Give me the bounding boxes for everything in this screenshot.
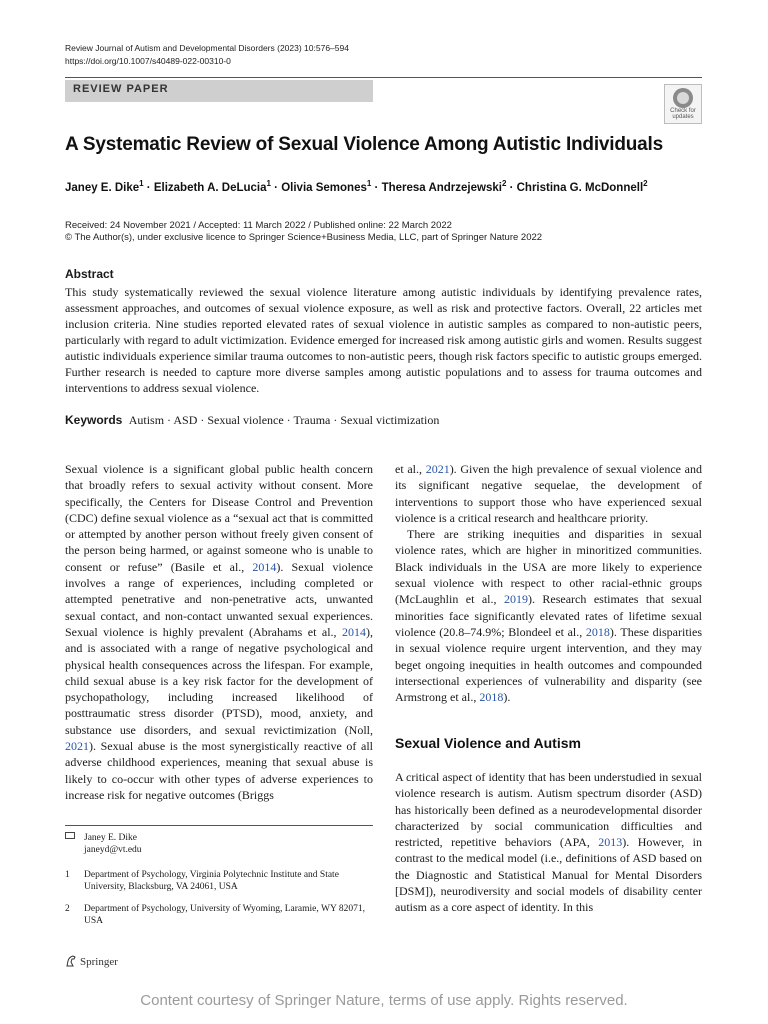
body-paragraph	[65, 461, 373, 803]
publisher-name: Springer	[80, 956, 118, 968]
footnote-rule	[65, 825, 373, 826]
body-text: ). Sexual abuse is the most synergistically reactive of all adverse childhood experiences, meaning that sexual abuse is likely to co-occur with other types of adverse experiences to increase risk for negative outcomes (Briggs	[65, 739, 373, 802]
author-affiliation-mark: 2	[501, 179, 507, 188]
keywords-label: Keywords	[65, 413, 123, 427]
affiliation-text: Department of Psychology, University of Wyoming, Laramie, WY 82071, USA	[84, 904, 365, 926]
citation-link[interactable]: 2018	[479, 690, 504, 705]
citation-link[interactable]: 2018	[585, 624, 610, 639]
check-updates-icon	[673, 88, 693, 108]
corresponding-author-email[interactable]: janeyd@vt.edu	[84, 845, 142, 855]
body-paragraph	[395, 526, 702, 705]
body-text: ). Sexual violence involves a range of experiences, including completed or attempted penetrative and non-penetrative acts, unwanted sexual contact, and non-contact unwanted sexual experiences. Sexual violence is highly prevalent (Abrahams et al.,	[65, 559, 373, 639]
footnote-mark: 2	[65, 904, 70, 914]
corresponding-author-footnote	[65, 832, 373, 856]
journal-citation: Review Journal of Autism and Developmental Disorders (2023) 10:576–594	[65, 43, 349, 53]
abstract-text: This study systematically reviewed the sexual violence literature among autistic individuals by identifying prevalence rates, assessment approaches, and outcomes of sexual violence exposure, as well as risk and protective factors. Overall, 22 articles met inclusion criteria. Nine studies reported elevated rates of sexual violence in autistic samples as compared to non-autistic peers, particularly with regard to adult victimization. Evidence emerged for increased risk among autistic girls and women. Results suggest autistic individuals experience similar trauma outcomes to non-autistic peers, though risk factors specific to autistic groups emerged. Further research is needed to capture more diverse samples among autistic populations and to assess for trauma outcomes and interventions to address sexual violence.	[65, 285, 702, 395]
author-affiliation-mark: 1	[266, 179, 271, 188]
footnote-mark: 1	[65, 870, 70, 880]
body-column-right-lower	[395, 769, 702, 916]
affiliation-footnote-1	[65, 869, 373, 893]
copyright-notice: © The Author(s), under exclusive licence to Springer Science+Business Media, LLC, part of Springer Nature 2022	[65, 232, 543, 243]
body-text: ). These disparities in sexual violence require urgent intervention, and they may beget ongoing inequities in health outcomes and compounded intersectional experiences of vulnerability and disparity (see Armstrong et al.,	[395, 624, 702, 705]
envelope-icon	[65, 832, 75, 839]
springer-horse-icon	[65, 955, 77, 967]
abstract-heading: Abstract	[65, 267, 114, 281]
keywords-list: Autism · ASD · Sexual violence · Trauma · Sexual victimization	[128, 413, 440, 427]
author-name[interactable]: Olivia Semones	[281, 181, 367, 194]
body-column-right	[395, 461, 702, 705]
header-rule	[65, 77, 702, 78]
affiliation-footnote-2	[65, 903, 373, 927]
body-text: There are striking inequities and disparities in sexual violence rates, which are higher in minoritized communities. Black individuals in the USA are more likely to experience sexual violence with respect to other racial-ethnic groups (McLaughlin et al.,	[395, 527, 702, 607]
body-text: ), and is associated with a range of negative psychological and physical health consequences across the lifespan. For example, child sexual abuse is a key risk factor for the development of psychopathology, including increased likelihood of posttraumatic stress disorder (PTSD), mood, anxiety, and substance use disorders, and sexual revictimization (Noll,	[65, 624, 373, 737]
check-for-updates-button[interactable]	[664, 84, 702, 124]
article-type-label: REVIEW PAPER	[73, 83, 169, 95]
check-updates-line2: updates	[672, 114, 694, 120]
body-column-left	[65, 461, 373, 803]
body-text: A critical aspect of identity that has been understudied in sexual violence research is autism. Autism spectrum disorder (ASD) has historically been defined as a neurodevelopmental disorder characterized by social communication difficulties and restricted, repetitive behaviors (APA,	[395, 770, 702, 850]
affiliation-text: Department of Psychology, Virginia Polytechnic Institute and State University, Blacksburg, VA 24061, USA	[84, 870, 339, 892]
keywords-line	[65, 413, 702, 428]
author-name[interactable]: Elizabeth A. DeLucia	[153, 181, 267, 194]
publisher-logo	[65, 953, 118, 968]
body-paragraph	[395, 461, 702, 526]
doi-link[interactable]: https://doi.org/10.1007/s40489-022-00310-0	[65, 56, 231, 66]
author-name[interactable]: Christina G. McDonnell	[516, 181, 644, 194]
author-affiliation-mark: 2	[643, 179, 648, 188]
citation-link[interactable]: 2014	[252, 559, 277, 574]
author-name[interactable]: Janey E. Dike	[65, 181, 140, 194]
citation-link[interactable]: 2014	[342, 624, 366, 639]
check-updates-line1: Check for	[670, 108, 696, 114]
article-type-banner	[65, 80, 373, 102]
author-name[interactable]: Theresa Andrzejewski	[381, 181, 502, 194]
author-affiliation-mark: 1	[139, 179, 144, 188]
body-text: ). However, in contrast to the medical model (i.e., definitions of ASD based on the Diagnostic and Statistical Manual for Mental Disorders [DSM]), neurodiversity and social models of disability center autism as a core aspect of identity. In this	[395, 835, 702, 915]
citation-link[interactable]: 2019	[503, 592, 528, 607]
citation-link[interactable]: 2013	[598, 835, 623, 850]
corresponding-author-name: Janey E. Dike	[84, 833, 138, 843]
body-text: Sexual violence is a significant global public health concern that broadly refers to sexual activity without consent. More specifically, the Centers for Disease Control and Prevention (CDC) define sexual violence as a “sexual act that is committed or attempted by another person without freely given consent of the person being harmed, or against someone who is unable to consent or refuse” (Basile et al.,	[65, 462, 373, 574]
body-text: ). Research estimates that sexual minorities face significantly elevated rates of lifetime sexual violence (20.8–74.9%; Blondeel et al.,	[395, 592, 703, 639]
section-heading: Sexual Violence and Autism	[395, 735, 581, 751]
body-text: ). Given the high prevalence of sexual violence and its significant negative sequelae, the development of interventions to support those who have experienced sexual violence is a critical research and healthcare priority.	[395, 462, 703, 525]
article-title: A Systematic Review of Sexual Violence Among Autistic Individuals	[65, 134, 663, 155]
citation-link[interactable]: 2021	[425, 462, 450, 476]
body-paragraph	[395, 769, 702, 916]
author-list: Janey E. Dike$^1$ · Elizabeth A. DeLucia$^1$ · Olivia Semones$^1$ · Theresa Andrzejewski$^2$ · Christina G. McDonnell$^2$	[65, 179, 648, 194]
publication-dates: Received: 24 November 2021 / Accepted: 11 March 2022 / Published online: 22 March 2022	[65, 220, 452, 231]
body-text: ).	[503, 690, 511, 705]
body-text: et al.,	[395, 462, 426, 476]
citation-link[interactable]: 2021	[65, 739, 89, 754]
author-affiliation-mark: 1	[366, 179, 372, 188]
courtesy-watermark: Content courtesy of Springer Nature, terms of use apply. Rights reserved.	[140, 992, 628, 1009]
